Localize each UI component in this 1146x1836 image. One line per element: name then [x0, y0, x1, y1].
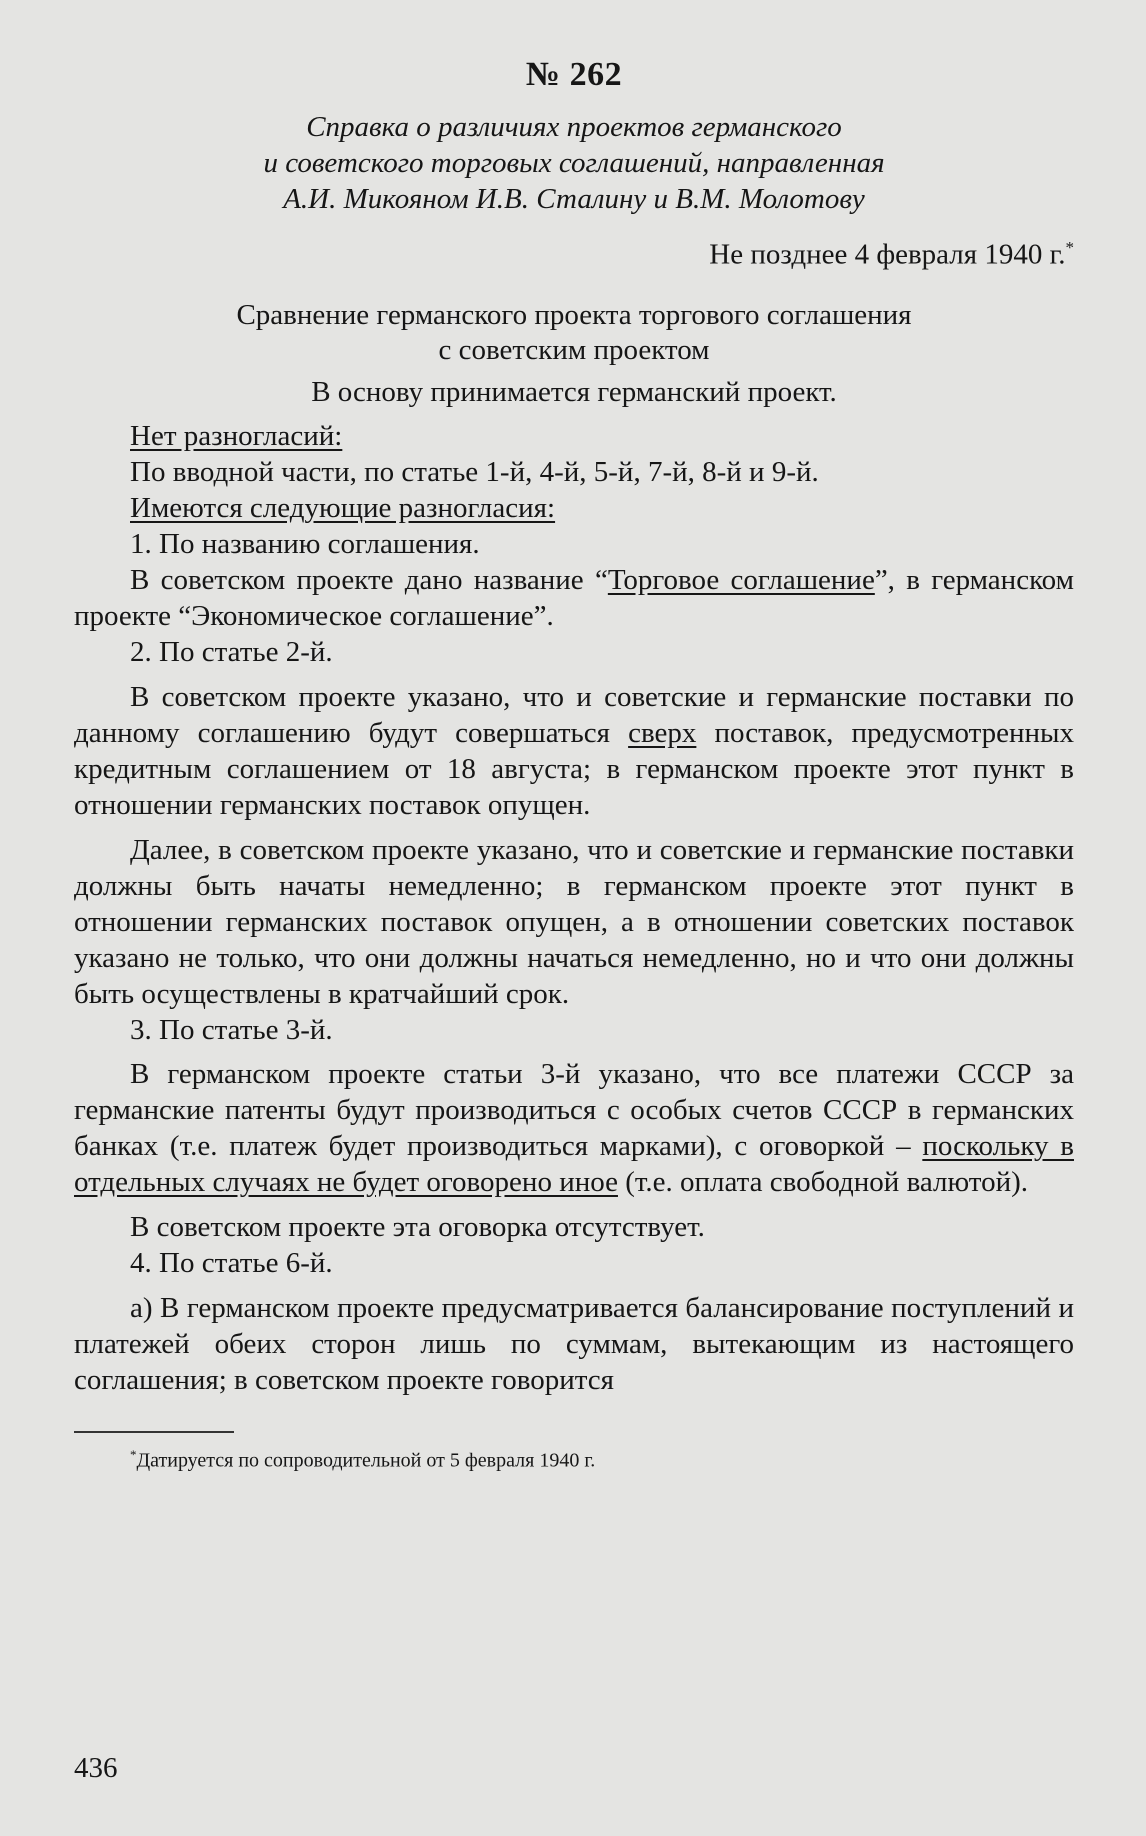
- disagreements-heading: [74, 491, 1074, 527]
- title-line: Справка о различиях проектов германского: [306, 111, 842, 143]
- section-subtitle: [74, 298, 1074, 369]
- paragraph: По вводной части, по статье 1-й, 4-й, 5-й, 7-й, 8-й и 9-й.: [130, 456, 819, 489]
- title-line: и советского торговых соглашений, направленная: [263, 146, 885, 179]
- text-run: поставок, предусмотренных кредитным соглашением от 18 августа; в германском проекте этот пункт в отношении германских поставок опущен.: [74, 716, 1074, 821]
- subtitle-line: с советским проектом: [438, 333, 710, 366]
- item-heading: 1. По названию соглашения.: [130, 528, 480, 561]
- item-heading: 4. По статье 6-й.: [130, 1247, 333, 1280]
- paragraph: Далее, в советском проекте указано, что и советские и германские поставки должны быть начаты немедленно; в германском проекте этот пункт в отношении германских поставок опущен, а в отношении советских поставок указано не только, что они должны начаться немедленно, но и что они должны быть осуществлены в кратчайший срок.: [74, 833, 1074, 1010]
- text-run: В германском проекте статьи 3-й указано, что все платежи СССР за германские патенты будут производиться с особых счетов СССР в германских банках (т.е. платеж будет производиться марками), с оговоркой –: [74, 1058, 1074, 1163]
- underlined-text: Нет разногласий:: [130, 420, 343, 453]
- paragraph: а) В германском проекте предусматривается балансирование поступлений и платежей обеих сторон лишь по суммам, вытекающим из настоящего соглашения; в советском проекте говорится: [74, 1292, 1074, 1397]
- text-run: В советском проекте дано название “: [130, 564, 608, 597]
- footnote-mark: *: [130, 1447, 137, 1463]
- underlined-text: Имеются следующие разногласия:: [130, 492, 556, 525]
- footnote-text: Датируется по сопроводительной от 5 февраля 1940 г.: [136, 1449, 596, 1472]
- paragraph: В советском проекте эта оговорка отсутствует.: [130, 1211, 705, 1244]
- underlined-text: Торговое соглашение: [607, 564, 875, 597]
- paragraph: [74, 1057, 1074, 1201]
- item-heading: 2. По статье 2-й.: [130, 635, 333, 668]
- document-title: [74, 110, 1074, 218]
- underlined-text: поскольку в отдельных случаях не будет оговорено иное: [74, 1130, 1074, 1199]
- subtitle-line: Сравнение германского проекта торгового соглашения: [236, 298, 912, 331]
- page-number: 436: [74, 1752, 118, 1784]
- underlined-text: сверх: [628, 716, 697, 749]
- title-line: А.И. Микояном И.В. Сталину и В.М. Молотову: [283, 182, 865, 215]
- footnote: [74, 1447, 1074, 1473]
- text-run: (т.е. оплата свободной валютой).: [617, 1166, 1028, 1199]
- text-run: В советском проекте указано, что и советские и германские поставки по данному соглашению будут совершаться: [74, 680, 1074, 749]
- basis-statement: В основу принимается германский проект.: [311, 376, 837, 409]
- item-heading: 3. По статье 3-й.: [130, 1013, 333, 1046]
- document-number: № 262: [525, 56, 623, 93]
- date-text: Не позднее 4 февраля 1940 г.: [709, 238, 1066, 271]
- no-disagreements-heading: [74, 419, 1074, 455]
- footnote-ref: *: [1065, 237, 1074, 257]
- document-date: [74, 238, 1074, 272]
- text-run: ”, в германском проекте “Экономическое соглашение”.: [74, 564, 1074, 633]
- paragraph: [74, 563, 1074, 635]
- footnote-divider: [74, 1431, 234, 1433]
- paragraph: [74, 680, 1074, 824]
